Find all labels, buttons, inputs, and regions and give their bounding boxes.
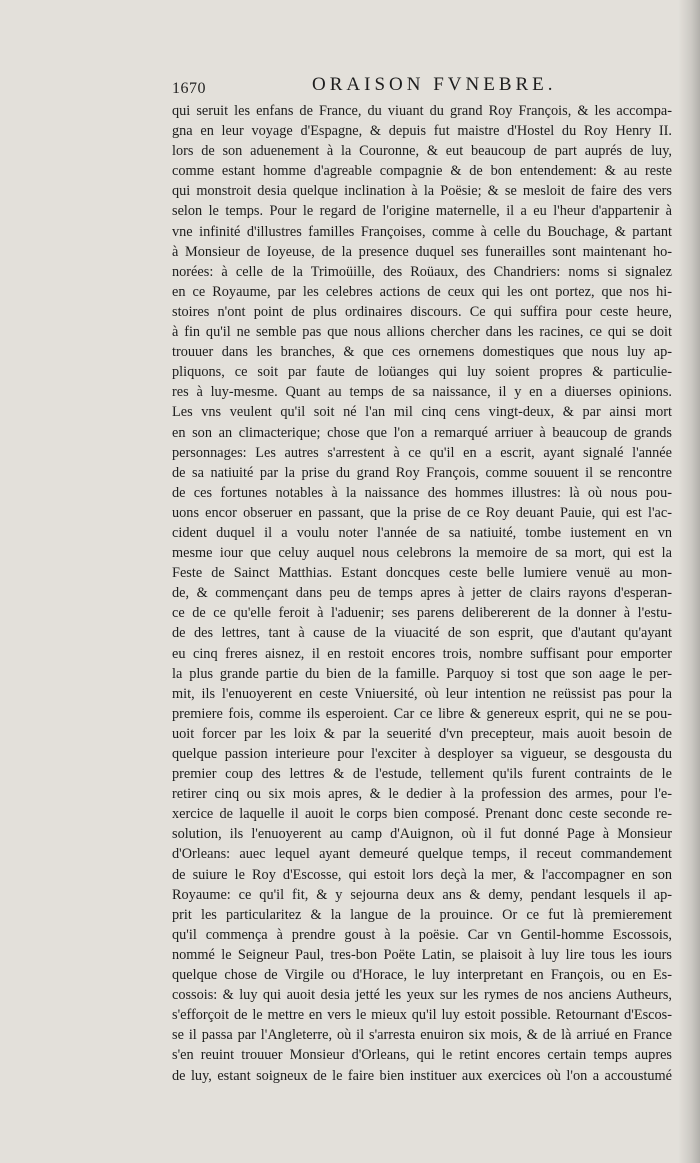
text-line: trouuer dans les branches, & que ces ornemens domestiques que nous luy ap-: [172, 344, 672, 361]
page-fold-shadow: [678, 0, 700, 1163]
text-line: de, & commençant dans peu de temps apres à jetter de clairs rayons d'esperan-: [172, 585, 672, 602]
text-line: premiere fois, comme ils esperoient. Car ce libre & genereux esprit, qui ne se pou-: [172, 705, 672, 722]
text-line: de suiure le Roy d'Escosse, qui estoit lors deçà la mer, & l'accompagner en son: [172, 866, 672, 883]
text-line: d'Orleans: auec lequel ayant demeuré quelque temps, il receut commandement: [172, 846, 672, 863]
text-line: la plus grande partie du bien de la famille. Parquoy si tost que son aage le per-: [172, 665, 672, 682]
text-line: premier coup des lettres & de l'estude, tellement qu'ils furent contraints de le: [172, 766, 672, 783]
text-line: quelque chose de Virgile ou d'Horace, le luy interpretant en François, ou en Es-: [172, 967, 672, 984]
text-line: norées: à celle de la Trimoüille, des Roüaux, des Chandriers: noms si signalez: [172, 263, 672, 280]
text-line: qui seruit les enfans de France, du viuant du grand Roy François, & les accompa-: [172, 103, 672, 119]
running-title: ORAISON FVNEBRE.: [312, 74, 557, 95]
text-line: xercice de laquelle il auoit le corps bien composé. Prenant donc ceste seconde re-: [172, 806, 672, 823]
page-number: 1670: [172, 80, 206, 97]
text-line: cident duquel il a voulu noter l'année de sa natiuité, tombe iustement en vn: [172, 524, 672, 541]
text-line: quelque passion interieure pour l'exciter à desployer sa vigueur, se desgousta du: [172, 746, 672, 762]
text-line: Les vns veulent qu'il soit né l'an mil cinq cens vingt-deux, & par ainsi mort: [172, 404, 672, 421]
text-line: res à luy-mesme. Quant au temps de sa naissance, il y en a diuerses opinions.: [172, 384, 672, 401]
text-line: s'efforçoit de le mettre en vers le mieux qu'il luy estoit possible. Retournant d'Escos-: [172, 1007, 672, 1024]
text-line: stoires n'ont point de plus ordinaires discours. Ce qui suffira pour ceste heure,: [172, 303, 672, 320]
text-line: s'en reuint trouuer Monsieur d'Orleans, qui le retint encores certain temps aupres: [172, 1047, 672, 1064]
text-line: de ces fortunes notables à la naissance des hommes illustres: là où nous pou-: [172, 484, 672, 501]
text-line: cossois: & luy qui auoit desia jetté les yeux sur les rymes de nos anciens Autheurs,: [172, 987, 672, 1004]
text-line: uons encor obseruer en passant, que la prise de ce Roy deuant Pauie, qui est l'ac-: [172, 504, 672, 521]
text-line: pliquons, ce soit par faute de loüanges qui luy soient propres & particulie-: [172, 364, 672, 381]
text-line: comme estant homme d'agreable compagnie & de bon entendement: & au reste: [172, 163, 672, 180]
text-line: mit, ils l'enuoyerent en ceste Vniuersité, où leur intention ne reüssist pas pour la: [172, 685, 672, 702]
text-line: uoit forcer par les loix & par la seuerité d'vn precepteur, mais auoit besoin de: [172, 725, 672, 742]
text-line: selon le temps. Pour le regard de l'origine maternelle, il a eu l'heur d'appartenir à: [172, 203, 672, 220]
text-line: prit les particularitez & la langue de la prouince. Or ce fut là premierement: [172, 906, 672, 923]
body-text: [172, 101, 672, 1086]
text-line: gna en leur voyage d'Espagne, & depuis fut maistre d'Hostel du Roy Henry II.: [172, 123, 672, 140]
text-line: de luy, estant soigneux de le faire bien instituer aux exercices où l'on a accoustumé: [172, 1067, 672, 1084]
text-line: lors de son aduenement à la Couronne, & eut beaucoup de part auprés de luy,: [172, 143, 672, 160]
text-line: de des lettres, tant à cause de la viuacité de son esprit, que d'autant qu'ayant: [172, 625, 672, 642]
text-line: de sa natiuité par la prise du grand Roy François, comme souuent il se rencontre: [172, 464, 672, 481]
text-line: qui monstroit desia quelque inclination à la Poësie; & se mesloit de faire des vers: [172, 183, 672, 200]
text-line: en son an climacterique; chose que l'on a remarqué arriuer à beaucoup de grands: [172, 424, 672, 441]
text-line: nommé le Seigneur Paul, tres-bon Poëte Latin, se plaisoit à luy lire tous les iours: [172, 946, 672, 963]
text-line: Feste de Sainct Matthias. Estant doncques ceste belle lumiere venuë au mon-: [172, 565, 672, 582]
text-line: à fin qu'il ne semble pas que nous allions chercher dans les racines, ce qui se doit: [172, 324, 672, 341]
text-line: ce de ce qu'elle feroit à l'aduenir; ses parens delibererent de la donner à l'estu-: [172, 605, 672, 622]
text-line: à Monsieur de Ioyeuse, de la presence duquel ses funerailles sont maintenant ho-: [172, 243, 672, 260]
text-line: qu'il commença à prendre goust à la poësie. Car vn Gentil-homme Escossois,: [172, 926, 672, 943]
page-header: [172, 74, 672, 100]
text-line: retirer cinq ou six mois apres, & le dedier à la profession des armes, pour l'e-: [172, 786, 672, 803]
text-line: eu cinq freres aisnez, il en restoit encores trois, nombre suffisant pour emporter: [172, 645, 672, 662]
text-line: personnages: Les autres s'arrestent à ce qu'il en a escrit, ayant signalé l'année: [172, 444, 672, 461]
text-line: mesme iour que celuy auquel nous celebrons la memoire de sa mort, qui est la: [172, 545, 672, 562]
text-line: se il passa par l'Angleterre, où il s'arresta enuiron six mois, & de là arriué en France: [172, 1027, 672, 1044]
text-line: en ce Royaume, par les celebres actions de ceux qui les ont portez, que nos hi-: [172, 283, 672, 300]
text-line: Royaume: ce qu'il fit, & y sejourna deux ans & demy, pendant lesquels il ap-: [172, 886, 672, 903]
text-line: solution, ils l'enuoyerent au camp d'Auignon, où il fut donné Page à Monsieur: [172, 826, 672, 843]
text-line: vne infinité d'illustres familles Françoises, comme à celle du Bouchage, & partant: [172, 223, 672, 240]
